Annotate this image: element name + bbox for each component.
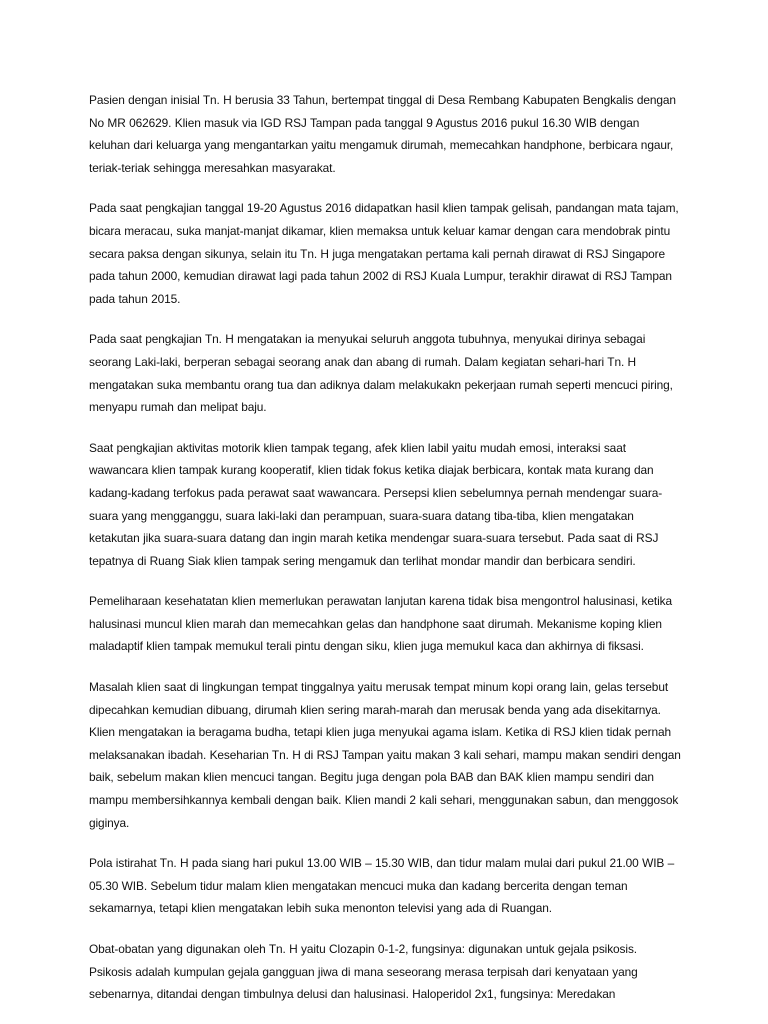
paragraph-medications: Obat-obatan yang digunakan oleh Tn. H yaitu Clozapin 0-1-2, fungsinya: digunakan untuk gejala psikosis. Psikosis adalah kumpulan gejala gangguan jiwa di mana seseorang merasa terpisah dari kenyataan yang sebenarnya, ditandai dengan timbulnya delusi dan halusinasi. Haloperidol 2x1, fungsinya: Meredakan [89,942,638,1002]
paragraph-rest-pattern: Pola istirahat Tn. H pada siang hari pukul 13.00 WIB – 15.30 WIB, dan tidur malam mulai dari pukul 21.00 WIB – 05.30 WIB. Sebelum tidur malam klien mengatakan mencuci muka dan kadang bercerita dengan teman sekamarnya, tetapi klien mengatakan lebih suka menonton televisi yang ada di Ruangan. [89,856,675,916]
paragraph-self-concept: Pada saat pengkajian Tn. H mengatakan ia menyukai seluruh anggota tubuhnya, menyukai dirinya sebagai seorang Laki-laki, berperan sebagai seorang anak dan abang di rumah. Dalam kegiatan sehari-hari Tn. H mengatakan suka membantu orang tua dan adiknya dalam melakukakn pekerjaan rumah seperti mencuci piring, menyapu rumah dan melipat baju. [89,332,673,415]
paragraph-mental-status: Saat pengkajian aktivitas motorik klien tampak tegang, afek klien labil yaitu mudah emosi, interaksi saat wawancara klien tampak kurang kooperatif, klien tidak fokus ketika diajak berbicara, kontak mata kurang dan kadang-kadang terfokus pada perawat saat wawancara. Persepsi klien sebelumnya pernah mendengar suara-suara yang mengganggu, suara laki-laki dan perampuan, suara-suara datang tiba-tiba, klien mengatakan ketakutan jika suara-suara datang dan ingin marah ketika mendengar suara-suara tersebut. Pada saat di RSJ tepatnya di Ruang Siak klien tampak sering mengamuk dan terlihat mondar mandir dan berbicara sendiri. [89,440,663,568]
paragraph-health-maintenance: Pemeliharaan kesehatatan klien memerlukan perawatan lanjutan karena tidak bisa mengontrol halusinasi, ketika halusinasi muncul klien marah dan memecahkan gelas dan handphone saat dirumah. Mekanisme koping klien maladaptif klien tampak memukul terali pintu dengan siku, klien juga memukul kaca dan akhirnya di fiksasi. [89,594,672,654]
paragraph-assessment-history: Pada saat pengkajian tanggal 19-20 Agustus 2016 didapatkan hasil klien tampak gelisah, pandangan mata tajam, bicara meracau, suka manjat-manjat dikamar, klien memaksa untuk keluar kamar dengan cara mendobrak pintu secara paksa dengan sikunya, selain itu Tn. H juga mengatakan pertama kali pernah dirawat di RSJ Singapore pada tahun 2000, kemudian dirawat lagi pada tahun 2002 di RSJ Kuala Lumpur, terakhir dirawat di RSJ Tampan pada tahun 2015. [89,201,679,306]
document-body [89,89,681,1024]
paragraph-environment-daily-activities: Masalah klien saat di lingkungan tempat tinggalnya yaitu merusak tempat minum kopi orang lain, gelas tersebut dipecahkan kemudian dibuang, dirumah klien sering marah-marah dan merusak benda yang ada disekitarnya. Klien mengatakan ia beragama budha, tetapi klien juga menyukai agama islam. Ketika di RSJ klien tidak pernah melaksanakan ibadah. Keseharian Tn. H di RSJ Tampan yaitu makan 3 kali sehari, mampu makan sendiri dengan baik, sebelum makan klien mencuci tangan. Begitu juga dengan pola BAB dan BAK klien mampu sendiri dan mampu membersihkannya kembali dengan baik. Klien mandi 2 kali sehari, menggunakan sabun, dan menggosok giginya. [89,680,681,830]
paragraph-patient-admission: Pasien dengan inisial Tn. H berusia 33 Tahun, bertempat tinggal di Desa Rembang Kabupaten Bengkalis dengan No MR 062629. Klien masuk via IGD RSJ Tampan pada tanggal 9 Agustus 2016 pukul 16.30 WIB dengan keluhan dari keluarga yang mengantarkan yaitu mengamuk dirumah, memecahkan handphone, berbicara ngaur, teriak-teriak sehingga meresahkan masyarakat. [89,93,676,175]
